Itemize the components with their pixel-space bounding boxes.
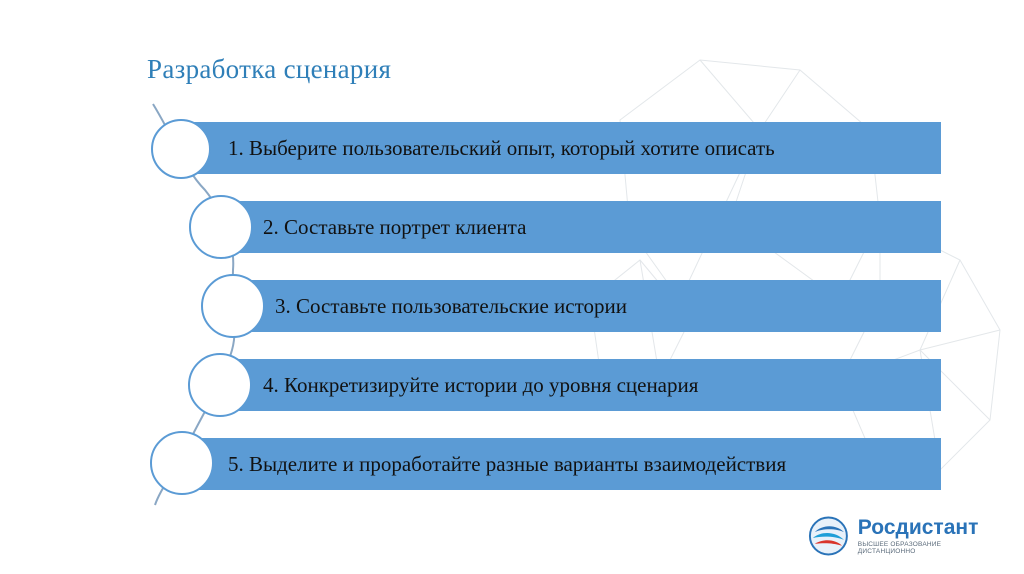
slide-title: Разработка сценария (147, 54, 392, 84)
step-circle-5 (150, 431, 214, 495)
step-bar-3 (232, 280, 941, 332)
rosdistant-logo-icon (807, 514, 850, 558)
step-text-5: 5. Выделите и проработайте разные варианты взаимодействия (228, 451, 787, 476)
step-text-3: 3. Составьте пользовательские истории (275, 293, 627, 318)
step-text-1: 1. Выберите пользовательский опыт, который хотите описать (228, 135, 775, 160)
step-bar-4 (221, 359, 941, 411)
step-bar-1 (178, 122, 941, 174)
step-bar-5 (183, 438, 941, 490)
step-bar-2 (221, 201, 941, 253)
step-text-4: 4. Конкретизируйте истории до уровня сценария (263, 372, 699, 397)
rosdistant-logo (807, 510, 997, 562)
step-circle-2 (189, 195, 253, 259)
logo-name: Росдистант (857, 516, 979, 539)
step-text-2: 2. Составьте портрет клиента (263, 214, 527, 239)
step-circle-1 (151, 119, 211, 179)
logo-tagline: ВЫСШЕЕ ОБРАЗОВАНИЕ ДИСТАНЦИОННО (857, 541, 942, 555)
step-circle-4 (188, 353, 252, 417)
step-circle-3 (201, 274, 265, 338)
